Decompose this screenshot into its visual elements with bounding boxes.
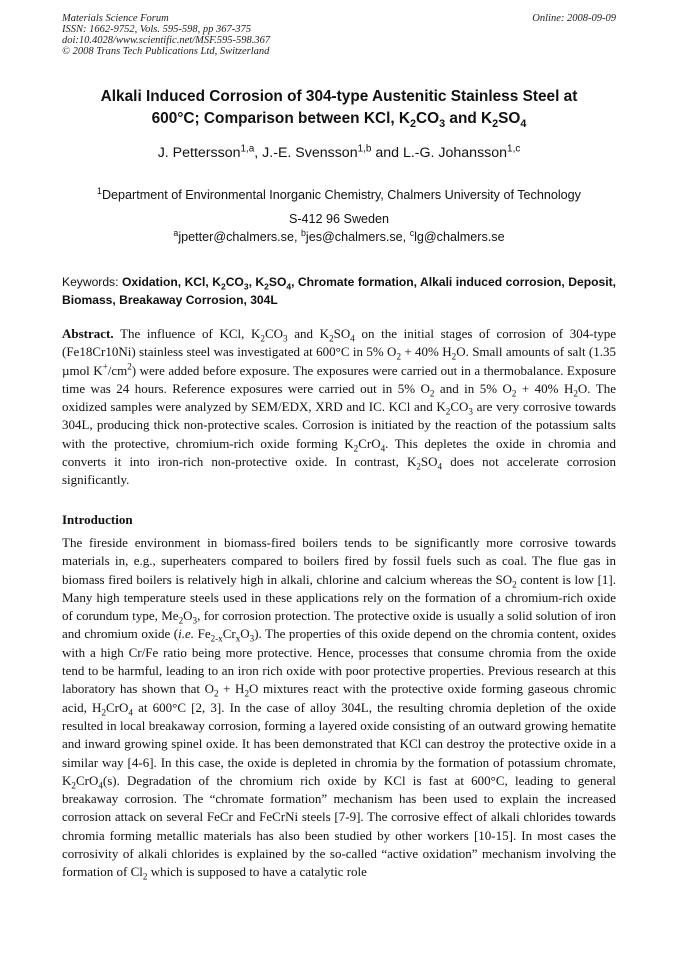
subscript: 2 [213,688,219,699]
journal-name: Materials Science Forum [62,13,169,24]
subscript: 4 [380,443,386,454]
subscript: 2 [101,707,106,718]
author-name: and L.-G. Johansson [371,145,508,161]
superscript: 2 [127,361,132,372]
affiliation-line-1 [62,183,616,207]
introduction-body [62,534,616,882]
subscript: 2 [264,281,269,292]
abstract-text: CO [450,399,469,415]
keywords-terms [62,275,616,307]
affiliation-text: Department of Environmental Inorganic Chemistry, Chalmers University of Technology [101,188,581,202]
subscript: 3 [468,406,473,417]
abstract-text: ) were added before exposure. The exposures were carried out in a thermobalance. Exposure time was 24 hours. Reference exposures were carried out in 5% O [62,362,616,396]
superscript: 1 [97,185,102,196]
subscript: 2 [353,443,359,454]
body-text: O mixtures react with the protective oxide forming gaseous chromic acid, H [62,681,616,715]
body-text: CrO [75,772,99,788]
subscript: 3 [283,333,288,344]
subscript: 4 [98,780,103,791]
body-text: O [183,608,193,624]
keyword-text: SO [268,275,287,289]
abstract-text: O. The oxidized samples were analyzed by SEM/EDX, XRD and IC. KCl and K [62,380,616,415]
section-heading-introduction: Introduction [62,512,133,527]
abstract-text: and in 5% O [434,380,512,396]
subscript: 2 [451,351,457,362]
subscript: 2 [220,281,226,292]
abstract-text: + 40% H [516,380,574,396]
italic-text: i.e. [178,626,195,642]
subscript: 2 [429,388,435,399]
abstract-text: SO [333,326,351,341]
title-line-2 [62,108,616,130]
affiliation [62,183,616,231]
subscript: 2 [410,118,417,131]
affiliation-line-2: S-412 96 Sweden [288,212,390,226]
abstract-text: CO [264,326,284,341]
abstract-text: The influence of KCl, K [113,326,261,341]
title-text: 600°C; Comparison between KCl, K [151,110,411,127]
keywords [62,273,616,309]
superscript: b [301,227,306,238]
journal-doi: doi:10.4028/www.scientific.net/MSF.595-598.367 [62,35,271,46]
superscript: a [173,227,179,238]
abstract-text: are very corrosive towards 304L, producing thick non-protective scales. Corrosion is initiated by the reaction of the potassium salts with the protective, chromium-rich oxide forming K [62,399,617,451]
body-text: content is low [1]. Many high temperature steels used in these applications rely on the formation of a chromium-rich oxide of corundum type, Me [62,571,616,624]
body-text: Fe [194,626,211,642]
superscript: 1,b [357,143,372,155]
subscript: 3 [249,634,255,645]
body-text: which is supposed to have a catalytic role [147,864,367,880]
abstract [62,325,616,490]
subscript: 2 [260,333,265,344]
subscript: 4 [350,333,355,344]
journal-header [62,13,270,57]
author-list [62,144,616,162]
superscript: 1,c [507,143,521,155]
subscript: 2 [512,579,517,590]
subscript: 2 [445,406,451,417]
keyword-text: CO [225,275,244,289]
abstract-text: CrO [358,435,381,451]
email-link[interactable]: jes@chalmers.se, [305,230,410,244]
abstract-label: Abstract. [62,326,114,341]
abstract-text: and K [287,326,330,341]
keyword-text: , Chromate formation, Alkali induced corrosion, Deposit, Biomass, Breakaway Corrosion, 304L [62,275,616,307]
body-text: at 600°C [2, 3]. In the case of alloy 304L, the resulting chromia depletion of the oxide resulted in local breakaway corrosion, forming a layered oxide consisting of an outward growing hematite and inward growing spinel oxide. It has been demonstrated that KCl can destroy the protective oxide in a similar way [4-6]. In this case, the oxide is depleted in chromia by the formation of potassium chromate, K [62,699,616,788]
body-text: (s). Degradation of the chromium rich oxide by KCl is fast at 600°C, leading to general breakaway corrosion. The “chromate formation” mechanism has been used to explain the increased corrosion attack on several FeCr and FeCrNi steels [7-9]. The corrosive effect of alkali chlorides towards chromia forming metallic materials has also been studied by other workers [10-15]. In most cases the corrosivity of alkali chlorides is explained by the so-called “active oxidation” mechanism involving the formation of Cl [62,772,616,880]
subscript: 2 [511,388,517,399]
abstract-text: on the initial stages of corrosion of 304-type (Fe18Cr10Ni) stainless steel was investigated at 600°C in 5% O [62,326,616,360]
subscript: 4 [520,118,527,131]
superscript: 1,a [240,143,255,155]
title-line-1: Alkali Induced Corrosion of 304-type Austenitic Stainless Steel at [100,88,578,105]
author-emails [62,228,616,246]
body-text: CrO [106,699,129,715]
title-text: SO [498,110,521,127]
abstract-text: + 40% H [400,344,452,360]
subscript: 2 [396,351,401,362]
superscript: c [409,227,415,238]
keyword-text: Oxidation, KCl, K [121,275,221,289]
journal-copyright: © 2008 Trans Tech Publications Ltd, Switzerland [62,46,270,57]
online-date: Online: 2008-09-09 [532,13,616,24]
title-text: and K [445,110,493,127]
body-text: O [240,626,250,642]
abstract-text: O. Small amounts of salt (1.35 µmol K [62,344,616,378]
body-text: + H [218,681,245,697]
body-text: , for corrosion protection. The protective oxide is usually a solid solution of iron and chromium oxide ( [62,608,616,642]
subscript: x [235,634,241,645]
subscript: 2-x [210,634,223,645]
body-text: ). The properties of this oxide depend on the chromia content, oxides with a high Cr/Fe ratio being more protective. Hence, processes that consume chromia from the oxide tend to be harmful, leading to an iron rich oxide with poor protective properties. Previous research at this laboratory has shown that O [62,626,617,697]
subscript: 2 [244,688,249,699]
subscript: 2 [178,615,184,626]
subscript: 2 [416,461,421,472]
subscript: 2 [492,118,499,131]
abstract-text: does not accelerate corrosion significantly. [62,454,616,488]
author-name: , J.-E. Svensson [254,145,358,161]
author-name: J. Pettersson [157,145,241,161]
email-link[interactable]: jpetter@chalmers.se, [178,230,301,244]
abstract-text: . This depletes the oxide in chromia and converts it into iron-rich non-protective oxide. In contrast, K [62,435,616,470]
keyword-text: , K [248,275,265,289]
subscript: 2 [142,871,148,882]
subscript: 4 [286,281,292,292]
subscript: 4 [437,461,443,472]
body-text: Cr [222,626,236,642]
subscript: 3 [243,281,249,292]
subscript: 2 [329,333,334,344]
paper-title [62,86,616,130]
abstract-text: SO [420,454,438,470]
keywords-label: Keywords: [62,275,122,289]
subscript: 3 [192,615,198,626]
title-text: CO [416,110,440,127]
journal-issn: ISSN: 1662-9752, Vols. 595-598, pp 367-375 [62,24,251,35]
subscript: 3 [439,118,446,131]
superscript: + [102,361,108,372]
subscript: 2 [573,388,578,399]
abstract-text: /cm [107,362,128,378]
email-link[interactable]: lg@chalmers.se [414,230,505,244]
body-text: The fireside environment in biomass-fired boilers tends to be significantly more corrosive towards materials in, e.g., superheaters compared to boilers fired by fossil fuels such as coal. The flue gas in biomass fired boilers is relatively high in alkali, chlorine and calcium whereas the SO [62,535,616,587]
subscript: 4 [128,707,133,718]
subscript: 2 [71,780,76,791]
